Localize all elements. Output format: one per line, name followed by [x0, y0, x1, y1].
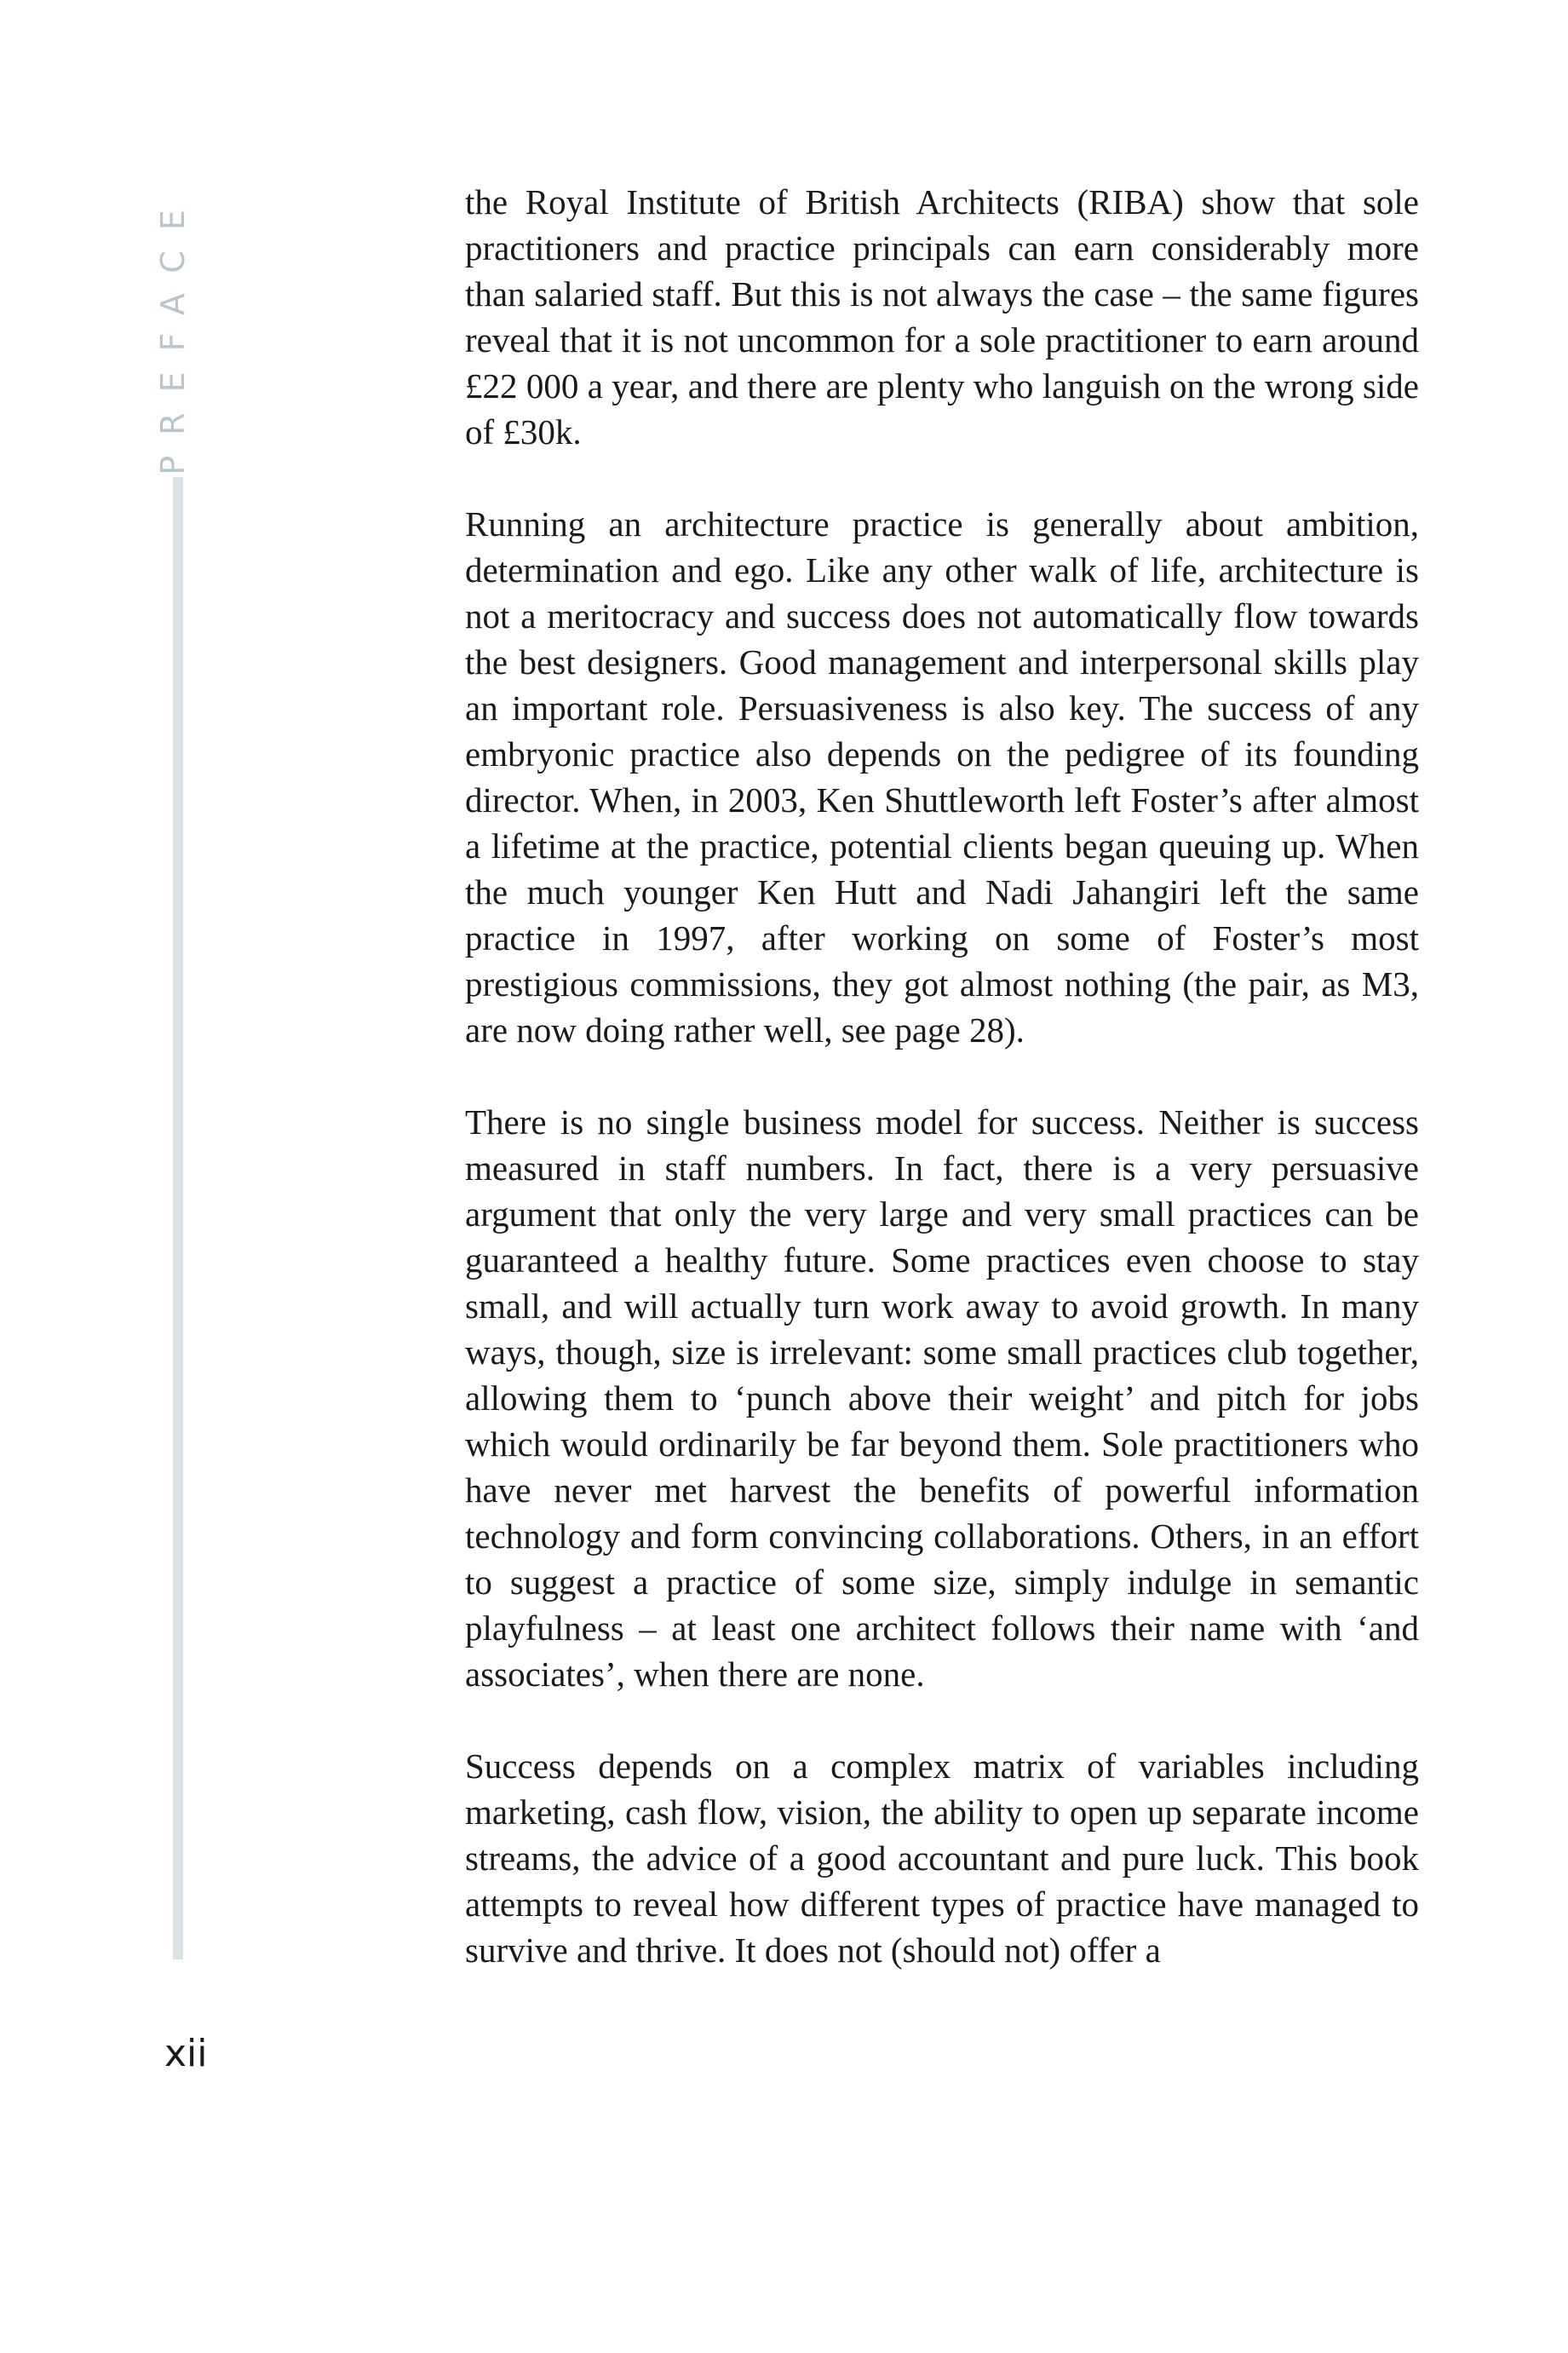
body-text — [465, 179, 1419, 2019]
running-head: PREFACE — [154, 189, 192, 475]
paragraph-4: Success depends on a complex matrix of variables including marketing, cash flow, vision, the ability to open up separate income streams, the advice of a good accountant and pure luck. This book attempts to reveal how different types of practice have managed to survive and thrive. It does not (should not) offer a — [465, 1746, 1419, 1970]
paragraph-3: There is no single business model for success. Neither is success measured in staff numbers. In fact, there is a very persuasive argument that only the very large and very small practices can be guaranteed a healthy future. Some practices even choose to stay small, and will actually turn work away to avoid growth. In many ways, though, size is irrelevant: some small practices club together, allowing them to ‘punch above their weight’ and pitch for jobs which would ordinarily be far beyond them. Sole practitioners who have never met harvest the benefits of powerful information technology and form convincing collaborations. Others, in an effort to suggest a practice of some size, simply indulge in semantic playfulness – at least one architect follows their name with ‘and associates’, when there are none. — [465, 1102, 1419, 1694]
paragraph-2: Running an architecture practice is generally about ambition, determination and ego. Like any other walk of life, architecture is not a meritocracy and success does not automatically flow towards the best designers. Good management and interpersonal skills play an important role. Persuasiveness is also key. The success of any embryonic practice also depends on the pedigree of its founding director. When, in 2003, Ken Shuttleworth left Foster’s after almost a lifetime at the practice, potential clients began queuing up. When the much younger Ken Hutt and Nadi Jahangiri left the same practice in 1997, after working on some of Foster’s most prestigious commissions, they got almost nothing (the pair, as M3, are now doing rather well, see page 28). — [465, 504, 1419, 1050]
page-number: xii — [164, 2032, 208, 2075]
margin-rule — [173, 477, 183, 1959]
paragraph-1: the Royal Institute of British Architects (RIBA) show that sole practitioners and practice principals can earn considerably more than salaried staff. But this is not always the case – the same figures reveal that it is not uncommon for a sole practitioner to earn around £22 000 a year, and there are plenty who languish on the wrong side of £30k. — [465, 182, 1419, 452]
